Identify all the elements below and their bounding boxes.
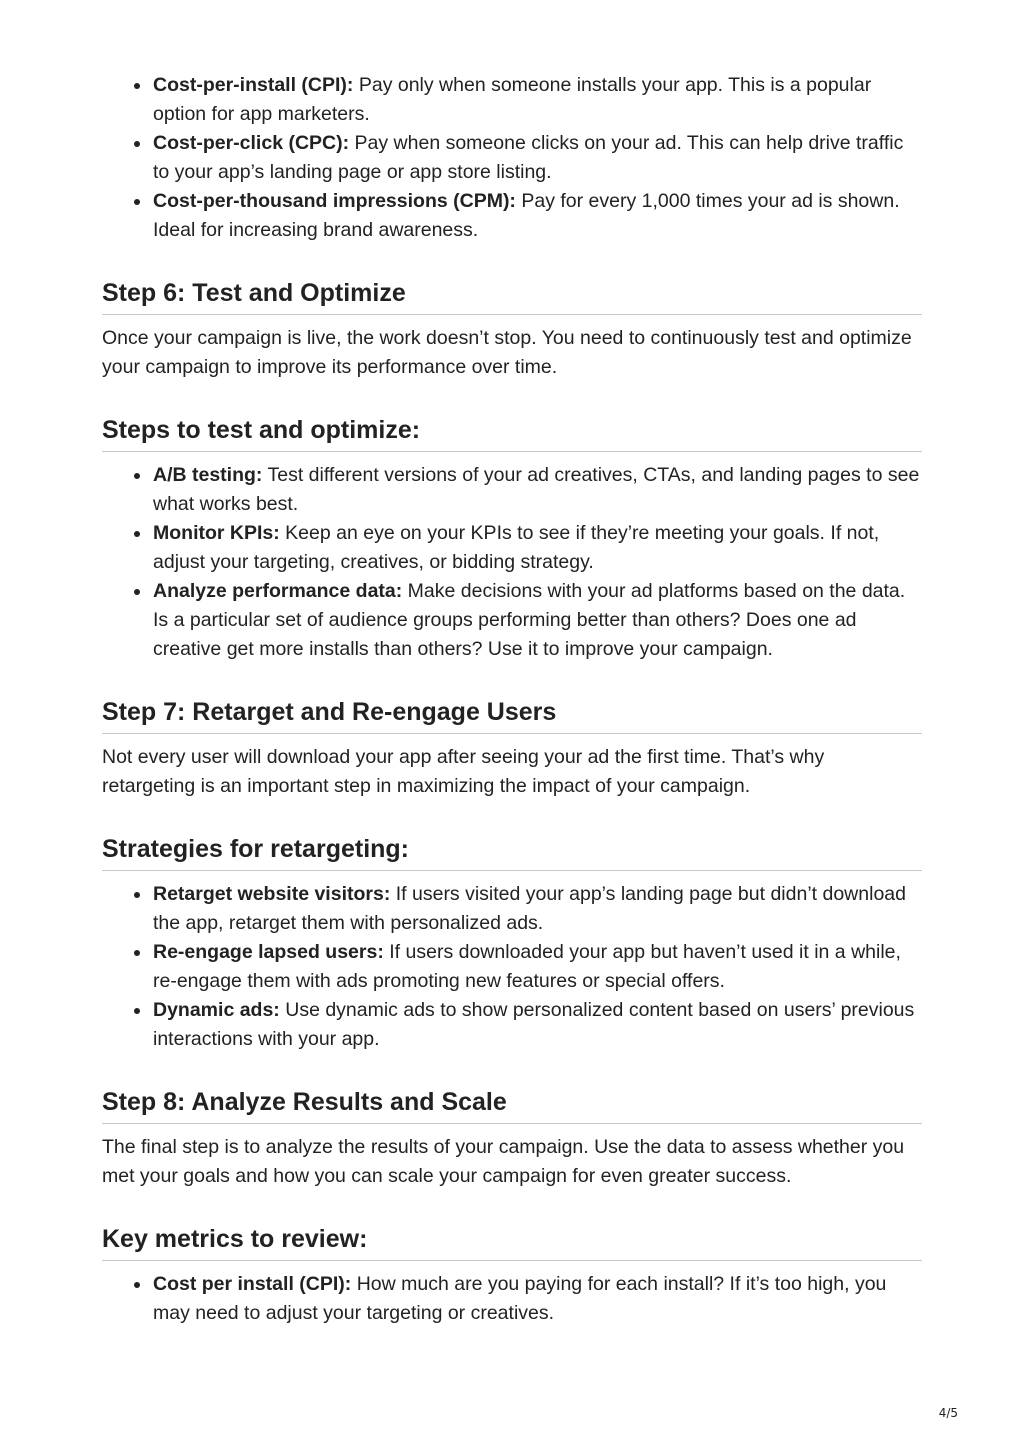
list-item-term: A/B testing:: [153, 464, 263, 486]
list-item: [153, 1270, 922, 1328]
list-item: [153, 880, 922, 938]
list-item: [153, 461, 922, 519]
page-number: 4/5: [938, 1406, 958, 1420]
pricing-models-list: [102, 71, 922, 245]
step6-paragraph: Once your campaign is live, the work doesn’t stop. You need to continuously test and optimize your campaign to improve its performance over time.: [102, 327, 912, 378]
list-item-term: Retarget website visitors:: [153, 883, 391, 905]
document-body: [102, 71, 922, 1328]
list-item-text: Use dynamic ads to show personalized content based on users’ previous interactions with your app.: [153, 999, 915, 1050]
list-item-term: Cost-per-thousand impressions (CPM):: [153, 190, 516, 212]
list-item: [153, 519, 922, 577]
test-steps-heading: Steps to test and optimize:: [102, 413, 922, 452]
list-item-text: Pay only when someone installs your app. This is a popular option for app marketers.: [153, 74, 872, 125]
list-item-text: If users visited your app’s landing page but didn’t download the app, retarget them with personalized ads.: [153, 883, 906, 934]
list-item-text: Make decisions with your ad platforms based on the data. Is a particular set of audience groups performing better than others? Does one ad creative get more installs than others? Use it to improve your campaign.: [153, 580, 906, 660]
list-item-term: Cost per install (CPI):: [153, 1273, 352, 1295]
test-steps-list: [102, 461, 922, 664]
list-item: [153, 129, 922, 187]
list-item: [153, 577, 922, 664]
list-item: [153, 187, 922, 245]
list-item-text: Keep an eye on your KPIs to see if they’re meeting your goals. If not, adjust your targeting, creatives, or bidding strategy.: [153, 522, 880, 573]
retargeting-heading: Strategies for retargeting:: [102, 832, 922, 871]
metrics-heading: Key metrics to review:: [102, 1222, 922, 1261]
list-item-term: Re-engage lapsed users:: [153, 941, 384, 963]
step6-heading: Step 6: Test and Optimize: [102, 276, 922, 315]
metrics-list: [102, 1270, 922, 1328]
retargeting-list: [102, 880, 922, 1054]
list-item-term: Cost-per-click (CPC):: [153, 132, 350, 154]
step7-paragraph: Not every user will download your app after seeing your ad the first time. That’s why retargeting is an important step in maximizing the impact of your campaign.: [102, 746, 825, 797]
step8-paragraph: The final step is to analyze the results of your campaign. Use the data to assess whether you met your goals and how you can scale your campaign for even greater success.: [102, 1136, 905, 1187]
list-item-text: If users downloaded your app but haven’t used it in a while, re-engage them with ads promoting new features or special offers.: [153, 941, 901, 992]
list-item-text: Test different versions of your ad creatives, CTAs, and landing pages to see what works best.: [153, 464, 920, 515]
list-item-term: Cost-per-install (CPI):: [153, 74, 354, 96]
list-item-term: Monitor KPIs:: [153, 522, 280, 544]
list-item-text: How much are you paying for each install? If it’s too high, you may need to adjust your targeting or creatives.: [153, 1273, 887, 1324]
list-item-text: Pay when someone clicks on your ad. This can help drive traffic to your app’s landing page or app store listing.: [153, 132, 904, 183]
list-item: [153, 938, 922, 996]
list-item-text: Pay for every 1,000 times your ad is shown. Ideal for increasing brand awareness.: [153, 190, 900, 241]
step7-heading: Step 7: Retarget and Re-engage Users: [102, 695, 922, 734]
step8-heading: Step 8: Analyze Results and Scale: [102, 1085, 922, 1124]
list-item-term: Dynamic ads:: [153, 999, 280, 1021]
list-item: [153, 996, 922, 1054]
list-item-term: Analyze performance data:: [153, 580, 403, 602]
list-item: [153, 71, 922, 129]
